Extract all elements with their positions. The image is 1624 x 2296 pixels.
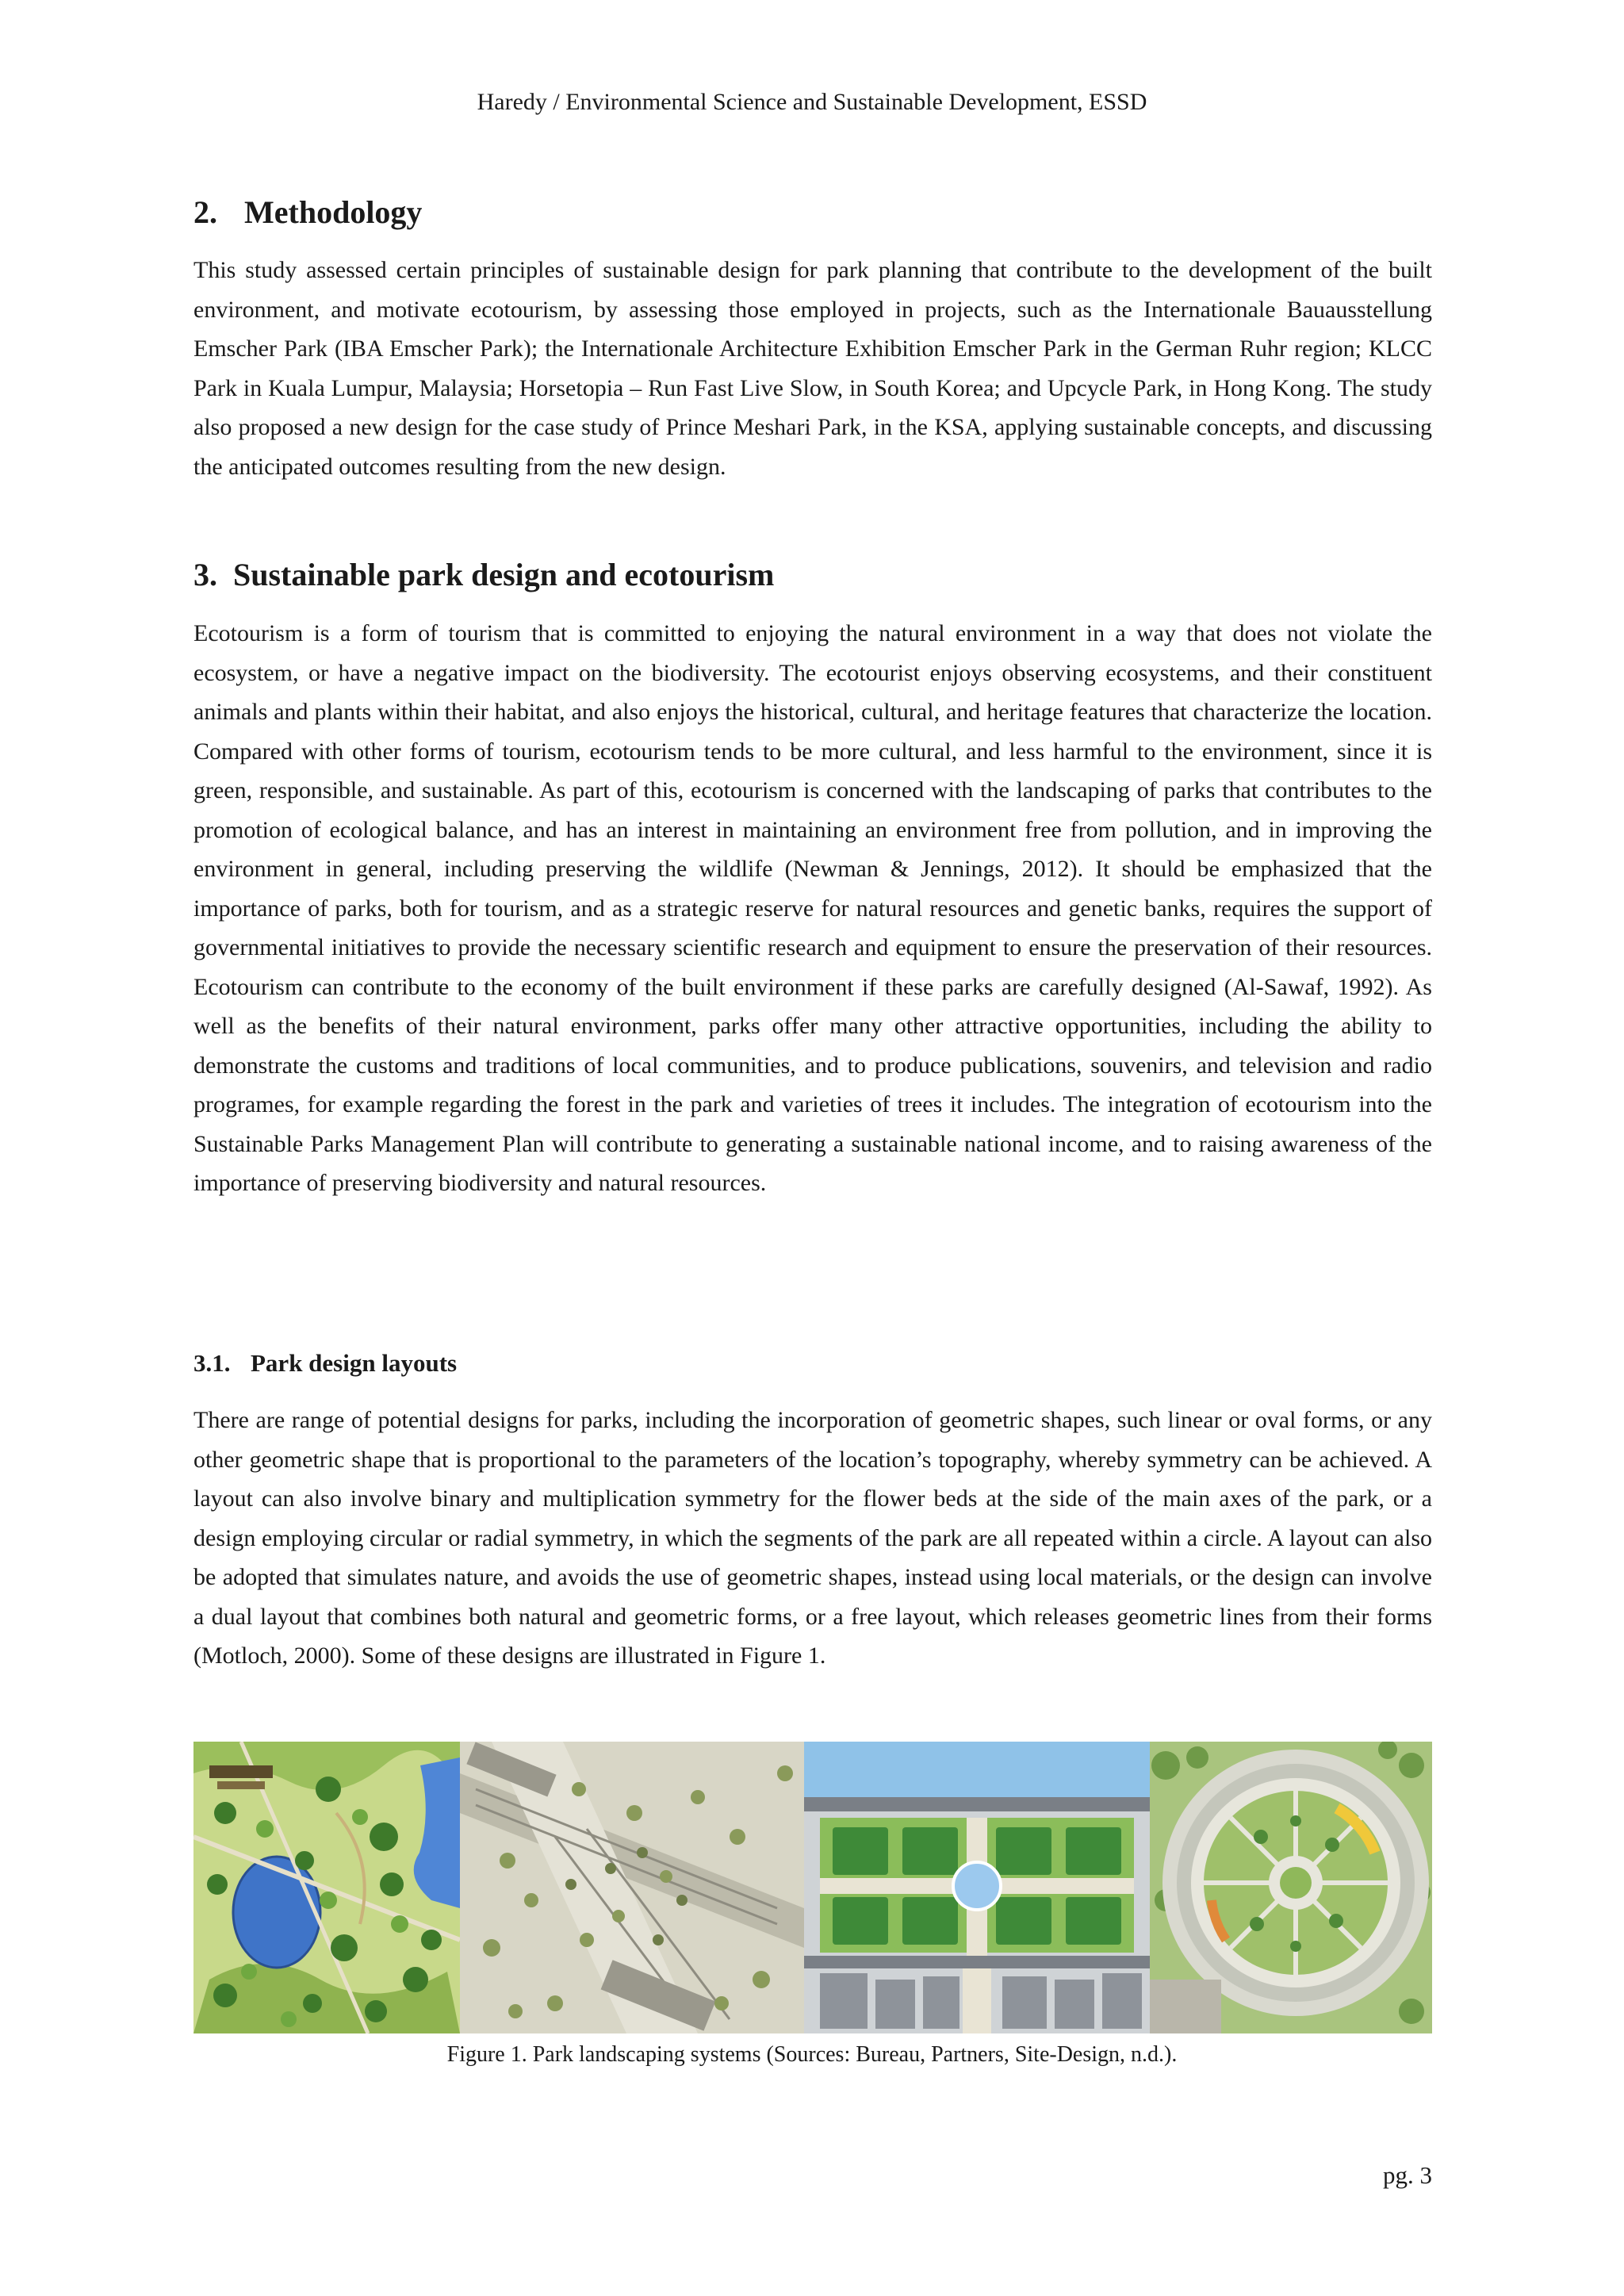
figure-1-panel-symmetric-plan <box>804 1742 1150 2033</box>
section-3-title: Sustainable park design and ecotourism <box>233 557 775 592</box>
figure-1-image-strip <box>193 1742 1432 2033</box>
figure-1-panel-naturalistic-plan <box>193 1742 460 2033</box>
symmetric-plan-drawing <box>804 1742 1150 2033</box>
section-3-body: Ecotourism is a form of tourism that is committed to enjoying the natural environment in a way that does not violate the ecosystem, or have a negative impact on the biodiversity. The ecotourist enjoys observing ecosystems, and their constituent animals and plants within their habitat, and also enjoys the historical, cultural, and heritage features that characterize the location. Compared with other forms of tourism, ecotourism tends to be more cultural, and less harmful to the environment, since it is green, responsible, and sustainable. As part of this, ecotourism is concerned with the landscaping of parks that contributes to the promotion of ecological balance, and has an interest in maintaining an environment free from pollution, and in improving the environment in general, including preserving the wildlife (Newman & Jennings, 2012). It should be emphasized that the importance of parks, both for tourism, and as a strategic reserve for natural resources and genetic banks, requires the support of governmental initiatives to provide the necessary scientific research and equipment to ensure the preservation of their resources. Ecotourism can contribute to the economy of the built environment if these parks are carefully designed (Al-Sawaf, 1992). As well as the benefits of their natural environment, parks offer many other attractive opportunities, including the ability to demonstrate the customs and traditions of local communities, and to produce publications, souvenirs, and television and radio programes, for example regarding the forest in the park and varieties of trees it includes. The integration of ecotourism into the Sustainable Parks Management Plan will contribute to generating a sustainable national income, and to raising awareness of the importance of preserving biodiversity and natural resources. <box>193 620 1432 1196</box>
running-head: Haredy / Environmental Science and Sustainable Development, ESSD <box>477 89 1147 115</box>
section-3-heading <box>193 556 774 593</box>
linear-aerial-drawing <box>460 1742 804 2033</box>
section-3-number: 3. <box>193 557 217 592</box>
section-3-1-heading <box>193 1349 457 1378</box>
figure-1-caption: Figure 1. Park landscaping systems (Sources: Bureau, Partners, Site-Design, n.d.). <box>446 2042 1178 2067</box>
section-2-number: 2. <box>193 194 217 230</box>
section-2-body: This study assessed certain principles of sustainable design for park planning that contribute to the development of the built environment, and motivate ecotourism, by assessing those employed in projects, such as the Internationale Bauausstellung Emscher Park (IBA Emscher Park); the Internationale Architecture Exhibition Emscher Park in the German Ruhr region; KLCC Park in Kuala Lumpur, Malaysia; Horsetopia – Run Fast Live Slow, in South Korea; and Upcycle Park, in Hong Kong. The study also proposed a new design for the case study of Prince Meshari Park, in the KSA, applying sustainable concepts, and discussing the anticipated outcomes resulting from the new design. <box>193 257 1432 480</box>
section-2-heading <box>193 194 422 231</box>
section-2-title: Methodology <box>244 194 423 230</box>
section-3-1-number: 3.1. <box>193 1349 231 1377</box>
naturalistic-plan-drawing <box>193 1742 460 2033</box>
section-3-1-body: There are range of potential designs for parks, including the incorporation of geometric shapes, such linear or oval forms, or any other geometric shape that is proportional to the parameters of the location’s topography, whereby symmetry can be achieved. A layout can also involve binary and multiplication symmetry for the flower beds at the side of the main axes of the park, or a design employing circular or radial symmetry, in which the segments of the park are all repeated within a circle. A layout can also be adopted that simulates nature, and avoids the use of geometric shapes, instead using local materials, or the design can involve a dual layout that combines both natural and geometric forms, or a free layout, which releases geometric lines from their forms (Motloch, 2000). Some of these designs are illustrated in Figure 1. <box>193 1407 1432 1669</box>
section-3-1-title: Park design layouts <box>251 1349 458 1377</box>
circular-plan-drawing <box>1150 1742 1432 2033</box>
figure-1-panel-circular-plan <box>1150 1742 1432 2033</box>
page-number: pg. 3 <box>1383 2161 1432 2189</box>
figure-1-panel-linear-aerial <box>460 1742 804 2033</box>
